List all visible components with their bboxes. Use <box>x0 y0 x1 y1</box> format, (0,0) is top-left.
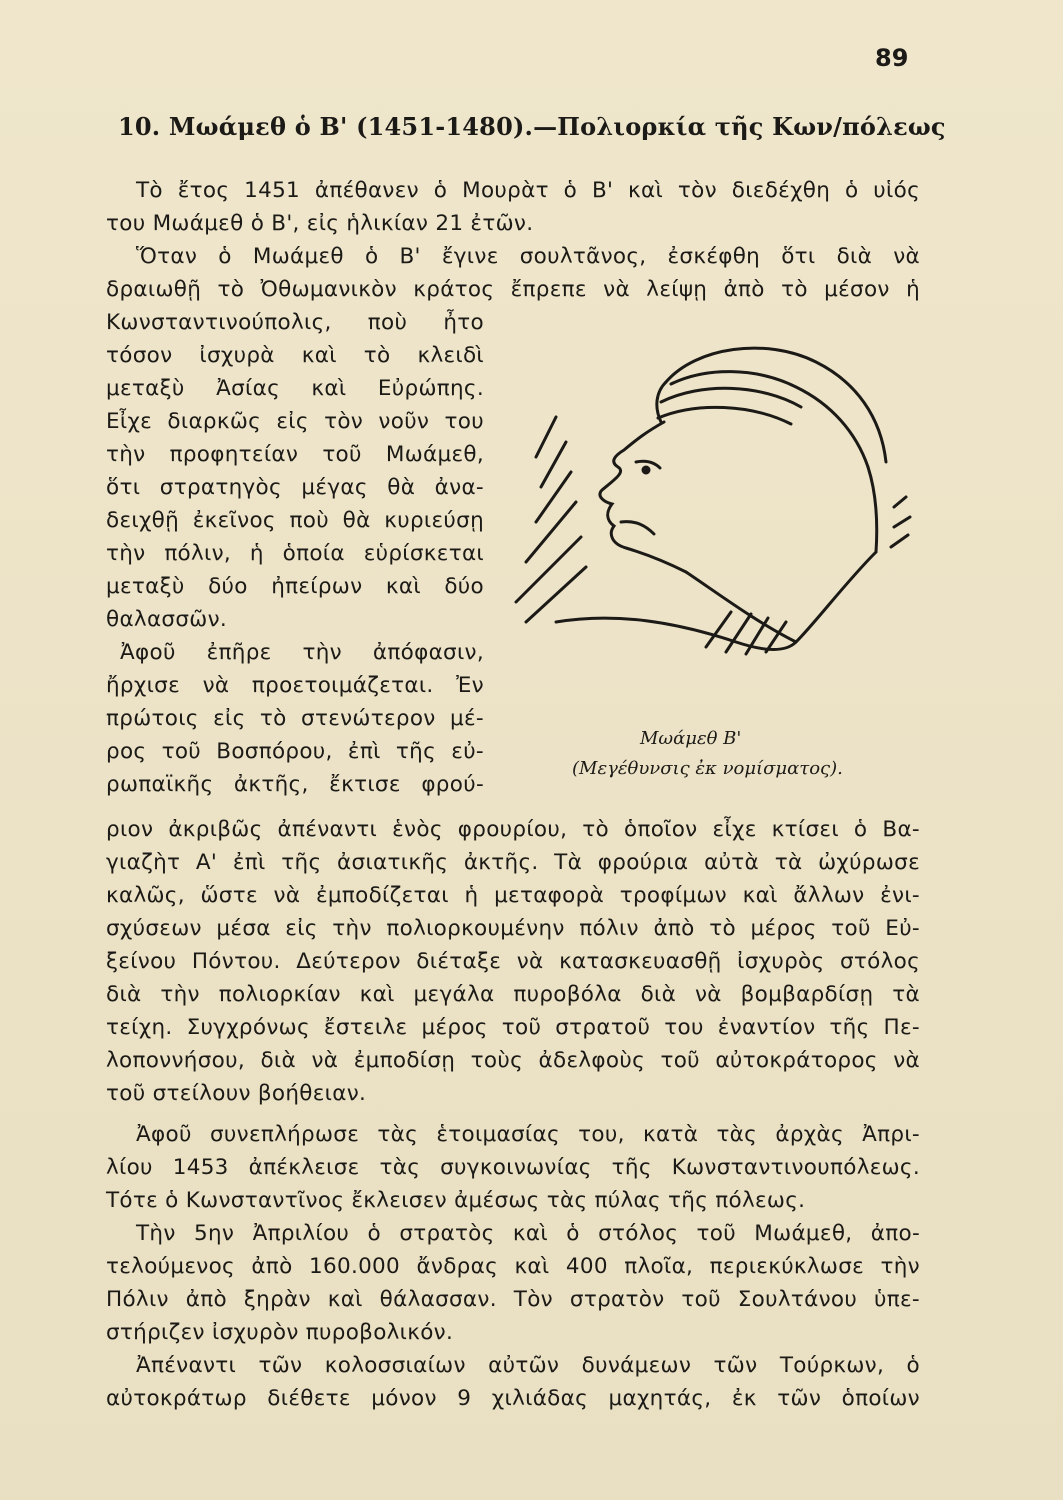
text-line: ὅτι στρατηγὸς μέγας θὰ ἀνα- <box>106 475 484 500</box>
text-line: τείχη. Συγχρόνως ἔστειλε μέρος τοῦ στρατοῦ του ἐναντίον τῆς Πε- <box>106 1015 920 1040</box>
turban-outline <box>666 348 886 462</box>
section-heading: 10. Μωάμεθ ὁ Β' (1451-1480).—Πολιορκία τῆς Κων/πόλεως <box>118 112 946 141</box>
text-line: του Μωάμεθ ὁ Β', εἰς ἡλικίαν 21 ἐτῶν. <box>106 211 534 236</box>
text-line: σχύσεων μέσα εἰς τὴν πολιορκουμένην πόλιν ἀπὸ τὸ μέρος τοῦ Εὐ- <box>106 916 920 941</box>
text-line: Κωνσταντινούπολις, ποὺ ἦτο <box>106 310 484 335</box>
text-line: ριον ἀκριβῶς ἀπέναντι ἑνὸς φρουρίου, τὸ ὁποῖον εἶχε κτίσει ὁ Βα- <box>106 817 920 842</box>
text-line: Ἀφοῦ συνεπλήρωσε τὰς ἑτοιμασίας του, κατὰ τὰς ἀρχὰς Ἀπρι- <box>136 1122 920 1147</box>
caption-note: (Μεγέθυνσις ἐκ νομίσματος). <box>572 758 843 779</box>
text-line: ρωπαϊκῆς ἀκτῆς, ἔκτισε φρού- <box>106 772 484 797</box>
text-line: ξείνου Πόντου. Δεύτερον διέταξε νὰ κατασκευασθῇ ἰσχυρὸς στόλος <box>106 949 920 974</box>
text-line: λοποννήσου, διὰ νὰ ἐμποδίσῃ τοὺς ἀδελφοὺς τοῦ αὐτοκράτορος νὰ <box>106 1048 920 1073</box>
text-line: ρος τοῦ Βοσπόρου, ἐπὶ τῆς εὐ- <box>106 739 484 764</box>
text-line: Ἀπέναντι τῶν κολοσσιαίων αὐτῶν δυνάμεων τῶν Τούρκων, ὁ <box>136 1353 920 1378</box>
face-profile <box>600 422 686 572</box>
text-line: γιαζὴτ Α' ἐπὶ τῆς ἀσιατικῆς ἀκτῆς. Τὰ φρούρια αὐτὰ τὰ ὠχύρωσε <box>106 850 920 875</box>
text-line: λίου 1453 ἀπέκλεισε τὰς συγκοινωνίας τῆς Κωνσταντινουπόλεως. <box>106 1155 920 1180</box>
text-line: Ἀφοῦ ἐπῆρε τὴν ἀπόφασιν, <box>120 640 484 665</box>
text-line: θαλασσῶν. <box>106 607 228 632</box>
text-line: τελούμενος ἀπὸ 160.000 ἄνδρας καὶ 400 πλοῖα, περιεκύκλωσε τὴν <box>106 1254 920 1279</box>
text-line: Τότε ὁ Κωνσταντῖνος ἔκλεισεν ἀμέσως τὰς πύλας τῆς πόλεως. <box>106 1188 806 1213</box>
text-line: δραιωθῇ τὸ Ὀθωμανικὸν κράτος ἔπρεπε νὰ λείψῃ ἀπὸ τὸ μέσον ἡ <box>106 277 920 302</box>
text-line: τόσον ἰσχυρὰ καὶ τὸ κλειδὶ <box>106 343 484 368</box>
text-line: μεταξὺ Ἀσίας καὶ Εὐρώπης. <box>106 376 484 401</box>
text-line: πρώτοις εἰς τὸ στενώτερον μέ- <box>106 706 484 731</box>
text-line: ἤρχισε νὰ προετοιμάζεται. Ἐν <box>106 673 484 698</box>
text-line: δειχθῇ ἐκεῖνος ποὺ θὰ κυριεύσῃ <box>106 508 484 533</box>
text-line: καλῶς, ὥστε νὰ ἐμποδίζεται ἡ μεταφορὰ τροφίμων καὶ ἄλλων ἐνι- <box>106 883 920 908</box>
page-number: 89 <box>875 44 909 72</box>
text-line: Ὅταν ὁ Μωάμεθ ὁ Β' ἔγινε σουλτᾶνος, ἐσκέφθη ὅτι διὰ νὰ <box>136 244 920 269</box>
portrait-illustration <box>496 322 916 694</box>
text-line: Τὴν 5ην Ἀπριλίου ὁ στρατὸς καὶ ὁ στόλος τοῦ Μωάμεθ, ἀπο- <box>136 1221 920 1246</box>
text-line: τὴν προφητείαν τοῦ Μωάμεθ, <box>106 442 484 467</box>
text-line: Τὸ ἔτος 1451 ἀπέθανεν ὁ Μουρὰτ ὁ Β' καὶ τὸν διεδέχθη ὁ υἱός <box>136 178 920 203</box>
text-line: Εἶχε διαρκῶς εἰς τὸν νοῦν του <box>106 409 484 434</box>
text-line: αὐτοκράτωρ διέθετε μόνον 9 χιλιάδας μαχητάς, ἐκ τῶν ὁποίων <box>106 1386 920 1411</box>
text-line: τοῦ στείλουν βοήθειαν. <box>106 1081 367 1106</box>
text-line: στήριζεν ἰσχυρὸν πυροβολικόν. <box>106 1320 454 1345</box>
caption-title: Μωάμεθ Β' <box>640 728 742 749</box>
text-line: τὴν πόλιν, ἡ ὁποία εὑρίσκεται <box>106 541 484 566</box>
text-line: μεταξὺ δύο ἠπείρων καὶ δύο <box>106 574 484 599</box>
text-line: Πόλιν ἀπὸ ξηρὰν καὶ θάλασσαν. Τὸν στρατὸν τοῦ Σουλτάνου ὑπε- <box>106 1287 920 1312</box>
text-line: διὰ τὴν πολιορκίαν καὶ μεγάλα πυροβόλα διὰ νὰ βομβαρδίσῃ τὰ <box>106 982 920 1007</box>
